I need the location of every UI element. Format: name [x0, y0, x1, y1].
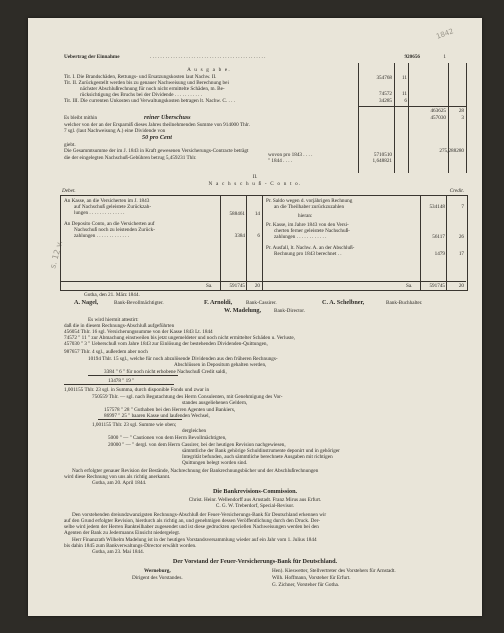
attest-line: 1,001155 Thlr. 23 sgl. Summe wie oben;	[92, 422, 177, 428]
credit-row-3: Rechnung pro 1843 berechnet . .	[274, 251, 342, 257]
board-chair-role: Dirigent des Vorstandes.	[132, 575, 183, 581]
ausgabe-title: A u s g a b e.	[187, 67, 231, 73]
sum-line-2c: " 1844 . . . .	[268, 158, 293, 164]
attest-line: 1,001155 Thlr. 23 sgl. in Summa, durch disponible Fonds und zwar in	[64, 387, 210, 393]
credit-label: Credit.	[449, 188, 464, 194]
attest-line: 457030 " 3 " Ueberschuß vom Jahre 1843 zur Einlösung der bestehenden Dividenden-Quittungen,	[64, 341, 268, 347]
sum-line-2: die der eingelegten Nachschuß-Gebühren betrug 5,459231 Thlr.	[64, 155, 197, 161]
pencil-annotation: 1842	[435, 27, 455, 41]
carryover-total: 920656	[404, 54, 420, 60]
attest-line: Es wird hiermit attestirt:	[88, 317, 139, 323]
attest-line: daß die in diesem Rechnungs-Abschluß aufgeführten	[64, 323, 175, 329]
board-member: Wilh. Hoffmann, Vorsteher für Erfurt.	[272, 575, 351, 581]
sum-line-1: Die Gesammtsumme der im J. 1843 in Kraft gewesenen Versicherungs-Contracte beträgt	[64, 148, 249, 154]
attest-line: Abschlüssen in Depositum gehalten werden,	[174, 362, 267, 368]
dividend-percent: 50 pro Cent	[142, 134, 172, 141]
attest-date: Gotha, am 20. April 1844.	[92, 480, 147, 486]
surplus-heading: reiner Überschuss	[144, 114, 191, 121]
sum-line-2b: wovon pro 1843 . . . .	[268, 152, 313, 158]
debet-amount-sgl: 6	[257, 233, 260, 239]
debet-row-1: An Kasse, an die Versicherten im J. 1843	[64, 198, 150, 204]
credit-row-3: Pr. Ausfall, lt. Nachw. A. an der Abschluß-	[266, 245, 355, 251]
signer-role: Bank-Cassirer.	[246, 300, 277, 306]
attest-line: 13478 " 19 "	[108, 378, 135, 384]
surplus-sgl: 3	[461, 115, 464, 121]
section-number: II.	[252, 174, 258, 180]
place-date: Gotha, den 21. März 1844.	[84, 292, 140, 298]
sum-total: 275,288280	[439, 148, 464, 154]
ausgabe-line-5: Tit. III. Die currenten Unkosten und Verwaltungskosten betragen lt. Nachw. C. . . .	[64, 98, 235, 104]
signer-name: A. Nagel,	[74, 299, 99, 306]
attest-line: 74572 " 11 " zur Abmachung einstweilen bis jetzt ungemeldeter und noch nicht ermittelter Schäden u. Verluste,	[64, 335, 295, 341]
sum-1843: 5710510	[373, 152, 392, 158]
amount-sgl: 11	[402, 75, 407, 81]
surplus-text: welcher von der an der Ersparniß dieses Jahres theilnehmenden Summe von 914000 Thlr.	[64, 122, 250, 128]
amount-thlr: 74572	[379, 91, 392, 97]
attest-line: Integrität befunden, auch sämmtliche berechnete Ausgaben mit richtigen	[182, 454, 333, 460]
closing-line: auf den Grund erfolgter Revision, hierdurch als richtig an, und genehmigen dessen Veröffentlichung durch den Druck. Der-	[64, 518, 320, 524]
credit-row-2: cherten ferner geleistete Nachschuß-	[274, 228, 350, 234]
debet-amount-thlr: 3384	[234, 233, 245, 239]
debet-row-2: An Deposito Conto, an die Versicherten auf	[64, 221, 155, 227]
debet-amount-thlr: 588461	[229, 211, 245, 217]
surplus-thlr: 457030	[430, 115, 446, 121]
credit-sa: Sa.	[406, 283, 413, 289]
credit-row-1: an die Theilhaber zurückzuzahlen	[274, 204, 345, 210]
credit-amount-thlr: 56117	[432, 234, 445, 240]
attest-line: 10194 Thlr. 15 sgl., welche für noch abzulösende Dividenden aus den früheren Rechnungs-	[88, 356, 278, 362]
section-title: N a c h s c h u ß - C o n t o.	[208, 181, 302, 187]
director-role: Bank-Director.	[274, 308, 305, 314]
attest-line: dergleichen	[182, 428, 207, 434]
credit-amount-sgl: 7	[461, 204, 464, 210]
debet-label: Debet.	[62, 188, 76, 194]
subtotal-sgl: 28	[458, 108, 464, 114]
commission-names: Christ. Heinr. Wellendorff aus Arnstadt. Franz Mirus aus Erfurt.	[188, 497, 322, 503]
document-page	[28, 18, 482, 616]
credit-amount-thlr: 534148	[429, 204, 445, 210]
ausgabe-line-2: Tit. II. Zurückgestellt werden bis zu genauer Nachweisung und Berechnung bei	[64, 80, 229, 86]
credit-amount-thlr: 1479	[434, 251, 445, 257]
amount-sgl: 11	[402, 91, 407, 97]
signer-role: Bank-Buchhalter.	[386, 300, 423, 306]
attest-line: 456054 Thlr. 16 sgl. Versicherungssumme von der Kasse 1843 Lt. 1844	[64, 329, 213, 335]
attest-line: 20000 " — " dergl. von dem Herrn Cassirer, bei der heutigen Revision nachgewiesen,	[108, 442, 286, 448]
closing-line: Agenten der Bank zu Jedermanns Einsicht niedergelegt.	[64, 530, 181, 536]
commission-title: Die Bankrevisions-Commission.	[212, 488, 298, 495]
carryover-total-sgl: 1	[443, 54, 446, 60]
attest-line: Nach erfolgter genauer Revision der Bestände, Nachrechnung der Bankrechnungsbücher und der Abschlußrechnungen	[72, 468, 319, 474]
attest-line: standes ausgeliehenen Geldern,	[182, 400, 248, 406]
signer-name: C. A. Schelbner,	[322, 299, 365, 306]
credit-total-sgl: 20	[458, 283, 464, 289]
credit-amount-sgl: 17	[458, 251, 464, 257]
carryover-label: Uebertrag der Einnahme	[64, 54, 120, 60]
board-member: G. Zichner, Vorsteher für Gotha.	[272, 582, 340, 588]
attest-line: Quittungen belegt worden sind.	[182, 460, 248, 466]
amount-sgl: 6	[404, 98, 407, 104]
attest-line: 5000 " — " Cautionen von dem Herrn Bevollmächtigten,	[108, 435, 227, 441]
amount-thlr: 34285	[379, 98, 392, 104]
carryover-dots: . . . . . . . . . . . . . . . . . . . . . . . . . . . . . . . . . . . . . . . . . . . . .	[150, 54, 266, 60]
board-member: Hen). Kieswetter, Stellvertreter des Vorstehers für Arnstadt.	[272, 568, 396, 574]
debet-row-2: zahlungen . . . . . . . . . . . . .	[74, 233, 130, 239]
debet-row-1: auf Nachschuß geleistete Zurückzah-	[74, 204, 152, 210]
attest-line: sämmtliche der Bank gehörige Schuldinstrumente deponirt und in gehöriger	[182, 448, 340, 454]
sum-1844: 1,648821	[372, 158, 392, 164]
closing-date: Gotha, am 23. Mai 1844.	[92, 549, 145, 555]
attest-line: 987657 Thlr. 4 sgl., außerdem aber noch	[64, 349, 148, 355]
attest-line: 86997 " 25 " baaren Kasse und laufenden Wechsel,	[104, 413, 210, 419]
attest-line: 157578 " 28 " Guthaben bei den Herren Agenten und Bankiers,	[104, 407, 236, 413]
debet-row-2: Nachschuß noch zu leistenden Zurück-	[74, 227, 155, 233]
ausgabe-line-4: rücksichtigung des Bruchs bei der Dividende . . . . . . . . . . .	[80, 92, 203, 98]
credit-row-2: Pr. Kasse, im Jahre 1843 von den Versi-	[266, 222, 349, 228]
subtotal-thlr: 463625	[430, 108, 446, 114]
closing-line: selbe wird jedem der Herren Bankteilhaber zugesendet und ist diese gedruckten speciellen Nachweisungen werden bei den	[64, 524, 319, 530]
credit-row-1: Pr. Saldo wegen d. vorjährigen Rechnung	[266, 198, 353, 204]
surplus-text-2: 7 sgl. (laut Nachweisung A.) eine Dividende von	[64, 128, 166, 134]
debet-total-sgl: 20	[254, 283, 260, 289]
amount-thlr: 354768	[376, 75, 392, 81]
commission-revisor: C. G. W. Treberdorf, Special-Revisor.	[215, 503, 295, 509]
debet-row-1: lungen . . . . . . . . . . . . . .	[74, 210, 125, 216]
credit-row-2: zahlungen . . . . . . . . . . . .	[274, 234, 327, 240]
surplus-gives: giebt.	[64, 142, 76, 148]
ausgabe-line-1: Tit. I. Die Brandschäden, Rettungs- und Ersatzungskosten laut Nachw. II.	[64, 74, 217, 80]
attest-line: 750559 Thlr. — sgl. nach Begutachtung des Herrn Consulenten, mit Genehmigung des Vor-	[92, 394, 283, 400]
credit-amount-sgl: 26	[458, 234, 464, 240]
board-title: Der Vorstand der Feuer-Versicherungs-Bank für Deutschland.	[172, 558, 338, 565]
attest-line: 3384 " 6 " für noch nicht erhobene Nachschuß Credit saldi,	[104, 369, 227, 375]
signer-name: F. Arnoldi,	[204, 299, 233, 306]
attest-line: wird diese Rechnung von uns als richtig anerkannt.	[64, 474, 171, 480]
board-chair-name: Werneburg,	[144, 568, 171, 574]
pencil-annotation-margin: s. 12 v.	[48, 239, 65, 270]
signer-role: Bank-Bevollmächtigter.	[114, 300, 164, 306]
surplus-label: Es bleibt mithin	[64, 115, 98, 121]
credit-row-hieran: hieran:	[298, 213, 313, 219]
credit-total-thlr: 591745	[429, 283, 445, 289]
debet-sa: Sa.	[206, 283, 213, 289]
closing-line: Herr Finanzrath Wilhelm Madelung ist in der heutigen Vorstandsversammlung wieder auf ein Jahr vom 1. Julius 1844	[72, 537, 317, 543]
closing-line: Den vorstehenden dreiundzwanzigsten Rechnungs-Abschluß der Feuer-Versicherungs-Bank für Deutschland erkennen wir	[72, 512, 327, 518]
ausgabe-line-3: nächster Abschlußrechnung für noch nicht ermittelte Schäden, m. Be-	[80, 86, 225, 92]
director-name: W. Madelung,	[224, 307, 262, 314]
closing-line: bis dahin 1845 zum Bankverwaltungs-Director erwählt worden.	[64, 543, 197, 549]
debet-total-thlr: 591745	[229, 283, 245, 289]
debet-amount-sgl: 14	[254, 211, 260, 217]
